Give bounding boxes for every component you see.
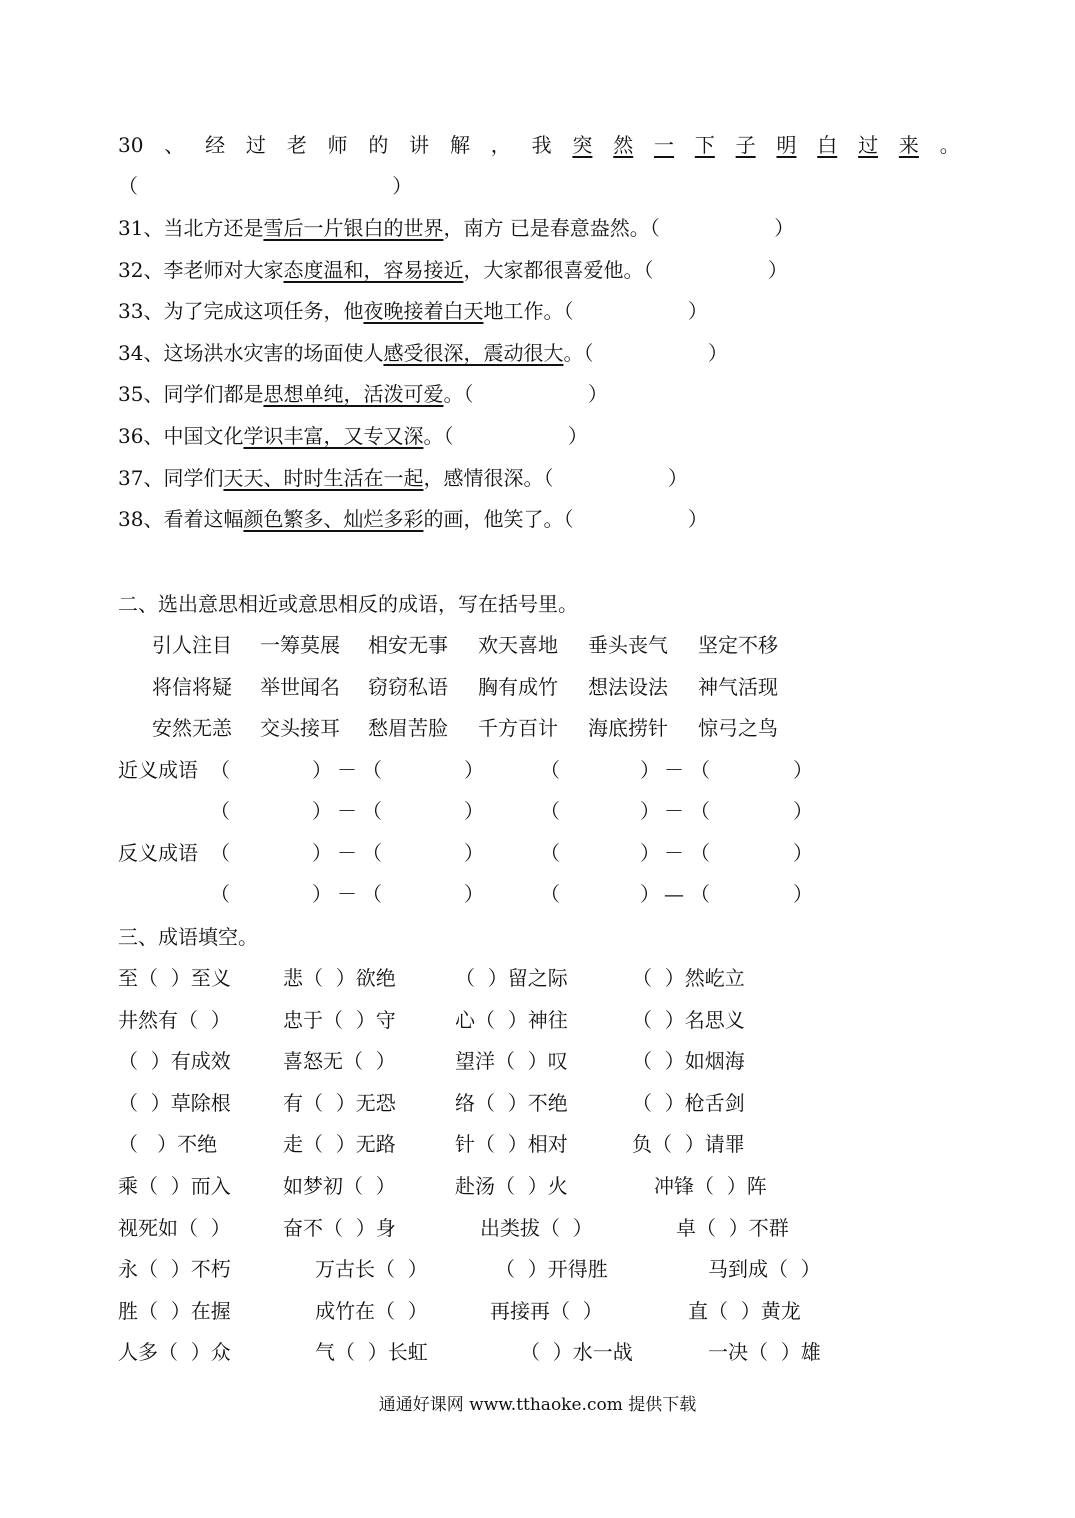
underlined-phrase: 态度温和，容易接近 (283, 257, 464, 282)
separator: 、 (164, 133, 185, 157)
underlined-char: 白 (817, 133, 838, 157)
idiom-fill-blank: （ ）水一战 (520, 1340, 633, 1365)
close-bracket: ） (312, 758, 332, 782)
pair-dash: － (337, 758, 357, 782)
question-text: 。（ ） (423, 424, 588, 448)
idiom-fill-blank: 马到成（ ） (708, 1257, 821, 1282)
idiom-fill-blank: 忠于（ ）守 (283, 1007, 396, 1032)
pair-dash: － (664, 799, 684, 823)
close-bracket: ） (312, 841, 332, 865)
underlined-phrase: 思想单纯，活泼可爱 (263, 382, 444, 407)
idiom-fill-blank: （ ）名思义 (632, 1007, 745, 1032)
question-text: 为了完成这项任务，他 (163, 299, 364, 324)
idiom-option: 交头接耳 (260, 716, 340, 741)
underlined-char: 来 (898, 133, 919, 157)
idiom-fill-blank: 冲锋（ ）阵 (654, 1174, 767, 1198)
open-bracket: （ (362, 758, 382, 782)
text-char: 过 (245, 133, 266, 157)
open-bracket: （ (210, 882, 230, 906)
question-30 (118, 131, 960, 159)
underlined-char: 明 (776, 133, 797, 157)
idiom-fill-blank: 永（ ）不朽 (118, 1257, 231, 1282)
idiom-fill-blank: 心（ ）神往 (455, 1007, 568, 1032)
question-text: 。（ ） (443, 382, 608, 407)
underlined-phrase: 雪后一片银白的世界 (263, 216, 444, 240)
idiom-fill-blank: 负（ ）请罪 (632, 1132, 745, 1157)
question-text: 中国文化 (163, 424, 244, 448)
synonym-label: 近义成语 (118, 758, 198, 782)
idiom-fill-blank: 至（ ）至义 (118, 966, 231, 990)
question-item (118, 256, 788, 284)
section-3-title: 三、成语填空。 (118, 925, 258, 949)
question-item (118, 422, 588, 450)
open-bracket: （ (690, 758, 710, 782)
underlined-char: 过 (858, 133, 879, 157)
idiom-fill-blank: （ ）开得胜 (495, 1257, 608, 1282)
end-mark: 。 (939, 133, 960, 157)
idiom-fill-blank: 再接再（ ） (490, 1298, 603, 1323)
question-text: ，大家都很喜爱他。（ ） (463, 257, 788, 282)
question-text: 的画，他笑了。（ ） (423, 507, 708, 532)
idiom-option: 海底捞针 (588, 716, 668, 741)
underlined-phrase: 感受很深，震动很大 (383, 340, 564, 365)
question-item (118, 214, 794, 242)
idiom-fill-blank: 人多（ ）众 (118, 1340, 231, 1365)
idiom-option: 引人注目 (152, 633, 232, 657)
idiom-option: 胸有成竹 (478, 674, 558, 699)
question-item (118, 464, 688, 492)
close-bracket: ） (312, 882, 332, 906)
idiom-fill-blank: （ ）枪舌剑 (632, 1090, 745, 1115)
idiom-fill-blank: 一决（ ）雄 (708, 1340, 821, 1365)
open-bracket: （ (540, 841, 560, 865)
idiom-fill-blank: 万古长（ ） (315, 1257, 428, 1282)
idiom-fill-blank: 喜怒无（ ） (283, 1049, 396, 1074)
underlined-char: 一 (654, 133, 675, 157)
open-bracket: （ (362, 799, 382, 823)
underlined-phrase: 学识丰富，又专又深 (243, 424, 424, 448)
idiom-fill-blank: 乘（ ）而入 (118, 1174, 231, 1198)
idiom-fill-blank: （ ）然屹立 (632, 966, 745, 990)
question-text: 同学们 (163, 465, 224, 490)
underlined-phrase: 天天、时时生活在一起 (223, 465, 424, 490)
question-30-blank: （ ） (118, 174, 413, 198)
question-number: 37、 (118, 465, 164, 490)
text-char: 师 (327, 133, 348, 157)
question-text: 李老师对大家 (163, 257, 284, 282)
open-bracket: （ (690, 841, 710, 865)
open-bracket: （ (362, 882, 382, 906)
idiom-fill-blank: （ ）如烟海 (632, 1049, 745, 1074)
question-item (118, 505, 708, 533)
pair-dash: － (664, 841, 684, 865)
close-bracket: ） (312, 799, 332, 823)
question-text: 这场洪水灾害的场面使人 (163, 340, 384, 365)
underlined-char: 下 (694, 133, 715, 157)
idiom-fill-blank: 如梦初（ ） (283, 1174, 396, 1198)
underlined-phrase: 颜色繁多、灿烂多彩 (243, 507, 424, 532)
open-bracket: （ (690, 882, 710, 906)
close-bracket: ） (793, 758, 813, 782)
question-number: 30 (118, 133, 144, 157)
open-bracket: （ (540, 882, 560, 906)
close-bracket: ） (793, 882, 813, 906)
open-bracket: （ (210, 758, 230, 782)
idiom-fill-blank: 成竹在（ ） (315, 1298, 428, 1323)
open-bracket: （ (210, 799, 230, 823)
close-bracket: ） (464, 758, 484, 782)
idiom-fill-blank: 针（ ）相对 (455, 1132, 568, 1157)
idiom-fill-blank: 走（ ）无路 (283, 1132, 396, 1157)
open-bracket: （ (362, 841, 382, 865)
close-bracket: ） (640, 882, 660, 906)
idiom-option: 窃窃私语 (368, 674, 448, 699)
close-bracket: ） (464, 841, 484, 865)
text-char: 的 (368, 133, 389, 157)
idiom-option: 坚定不移 (698, 633, 778, 657)
idiom-fill-blank: （ ）不绝 (118, 1132, 218, 1157)
underlined-phrase: 夜晚接着白天 (363, 299, 484, 324)
footer-credit: 通通好课网 www.tthaoke.com 提供下载 (378, 1395, 697, 1415)
close-bracket: ） (464, 882, 484, 906)
idiom-option: 垂头丧气 (588, 633, 668, 657)
idiom-fill-blank: （ ）草除根 (118, 1090, 231, 1115)
idiom-option: 千方百计 (478, 716, 558, 741)
idiom-option: 相安无事 (368, 633, 448, 657)
text-char: 解 (449, 133, 470, 157)
question-text: 地工作。（ ） (483, 299, 708, 324)
open-bracket: （ (540, 799, 560, 823)
question-text: ，感情很深。（ ） (423, 465, 688, 490)
question-number: 32、 (118, 257, 164, 282)
pair-dash: － (337, 882, 357, 906)
idiom-fill-blank: 有（ ）无恐 (283, 1090, 396, 1115)
text-char: 我 (531, 133, 552, 157)
idiom-fill-blank: （ ）有成效 (118, 1049, 231, 1074)
underlined-char: 突 (572, 133, 593, 157)
underlined-char: 然 (613, 133, 634, 157)
text-char: 讲 (409, 133, 430, 157)
idiom-option: 举世闻名 (260, 674, 340, 699)
question-text: 看着这幅 (163, 507, 244, 532)
question-number: 31、 (118, 216, 164, 240)
pair-dash: － (337, 799, 357, 823)
idiom-option: 将信将疑 (152, 674, 232, 699)
pair-dash: — (664, 882, 684, 906)
pair-dash: － (337, 841, 357, 865)
text-char: 经 (205, 133, 226, 157)
question-number: 36、 (118, 424, 164, 448)
idiom-fill-blank: 气（ ）长虹 (315, 1340, 428, 1365)
question-text: 同学们都是 (163, 382, 264, 407)
close-bracket: ） (640, 799, 660, 823)
antonym-label: 反义成语 (118, 841, 198, 865)
pair-dash: － (664, 758, 684, 782)
open-bracket: （ (210, 841, 230, 865)
idiom-fill-blank: 视死如（ ） (118, 1215, 231, 1240)
text-char: 老 (286, 133, 307, 157)
close-bracket: ） (793, 841, 813, 865)
question-text: 当北方还是 (163, 216, 264, 240)
section-2-title: 二、选出意思相近或意思相反的成语，写在括号里。 (118, 592, 578, 616)
question-text: ，南方 已是春意盎然。（ ） (443, 216, 795, 240)
idiom-option: 欢天喜地 (478, 633, 558, 657)
question-number: 34、 (118, 340, 164, 365)
idiom-fill-blank: （ ）留之际 (455, 966, 568, 990)
idiom-fill-blank: 直（ ）黄龙 (688, 1298, 801, 1323)
question-item (118, 339, 728, 367)
idiom-fill-blank: 赴汤（ ）火 (455, 1174, 568, 1198)
question-number: 38、 (118, 507, 164, 532)
close-bracket: ） (640, 841, 660, 865)
open-bracket: （ (540, 758, 560, 782)
close-bracket: ） (640, 758, 660, 782)
idiom-option: 愁眉苦脸 (368, 716, 448, 741)
question-item (118, 297, 708, 325)
question-item (118, 380, 608, 408)
idiom-option: 惊弓之鸟 (698, 716, 778, 741)
idiom-option: 神气活现 (698, 674, 778, 699)
text-char: ， (490, 133, 511, 157)
idiom-fill-blank: 出类拔（ ） (480, 1215, 593, 1240)
idiom-fill-blank: 井然有（ ） (118, 1007, 231, 1032)
idiom-fill-blank: 胜（ ）在握 (118, 1298, 231, 1323)
idiom-fill-blank: 悲（ ）欲绝 (283, 966, 396, 990)
idiom-fill-blank: 奋不（ ）身 (283, 1215, 396, 1240)
question-text: 。（ ） (563, 340, 728, 365)
idiom-fill-blank: 络（ ）不绝 (455, 1090, 568, 1115)
question-number: 33、 (118, 299, 164, 324)
idiom-option: 想法设法 (588, 674, 668, 699)
question-number: 35、 (118, 382, 164, 407)
underlined-char: 子 (735, 133, 756, 157)
close-bracket: ） (793, 799, 813, 823)
idiom-fill-blank: 望洋（ ）叹 (455, 1049, 568, 1074)
open-bracket: （ (690, 799, 710, 823)
idiom-option: 一筹莫展 (260, 633, 340, 657)
idiom-fill-blank: 卓（ ）不群 (676, 1215, 789, 1240)
close-bracket: ） (464, 799, 484, 823)
idiom-option: 安然无恙 (152, 716, 232, 741)
